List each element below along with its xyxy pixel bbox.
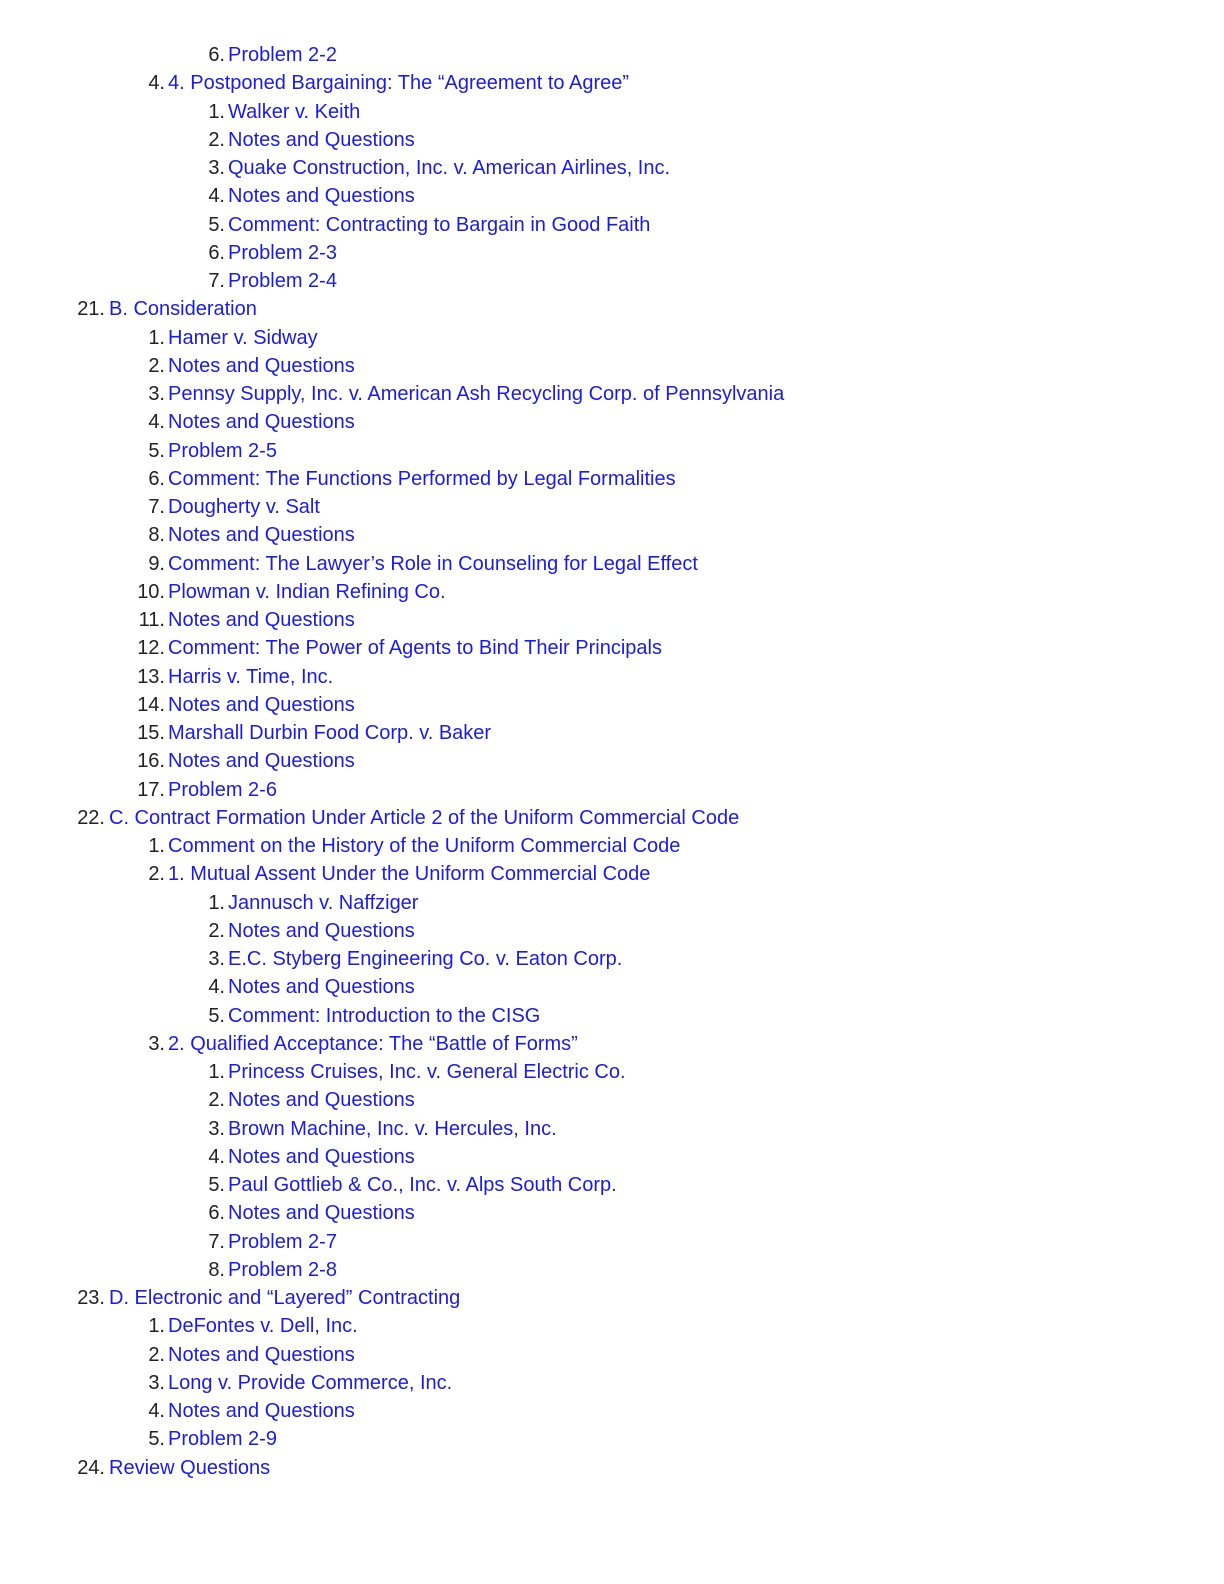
toc-entry-number: 5. bbox=[208, 1004, 225, 1027]
toc-entry-link[interactable]: 4. Postponed Bargaining: The “Agreement to Agree” bbox=[168, 72, 630, 95]
toc-entry bbox=[0, 182, 1224, 210]
toc-entry-link[interactable]: Pennsy Supply, Inc. v. American Ash Recycling Corp. of Pennsylvania bbox=[168, 383, 785, 405]
toc-entry bbox=[0, 550, 1224, 578]
toc-entry-link[interactable]: Jannusch v. Naffziger bbox=[228, 891, 419, 914]
toc-entry bbox=[0, 1228, 1224, 1256]
toc-entry-number: 2. bbox=[148, 354, 165, 377]
toc-entry-link[interactable]: Comment on the History of the Uniform Commercial Code bbox=[168, 835, 681, 857]
toc-entry-link[interactable]: 1. Mutual Assent Under the Uniform Commercial Code bbox=[168, 863, 651, 886]
toc-entry bbox=[0, 1341, 1224, 1369]
toc-entry-number: 4. bbox=[208, 976, 225, 999]
toc-entry bbox=[0, 1425, 1224, 1453]
toc-entry bbox=[0, 1256, 1224, 1284]
toc-entry bbox=[0, 1115, 1224, 1143]
toc-entry bbox=[0, 889, 1224, 917]
toc-entry-number: 15. bbox=[137, 722, 165, 744]
toc-entry bbox=[0, 1086, 1224, 1114]
toc-entry-link[interactable]: Princess Cruises, Inc. v. General Electric Co. bbox=[228, 1061, 626, 1083]
toc-entry bbox=[0, 945, 1224, 973]
toc-entry-number: 5. bbox=[148, 1428, 165, 1451]
toc-entry bbox=[0, 1454, 1224, 1482]
toc-entry-number: 6. bbox=[208, 241, 225, 264]
toc-entry-link[interactable]: Quake Construction, Inc. v. American Airlines, Inc. bbox=[228, 157, 671, 179]
toc-entry-number: 3. bbox=[148, 1371, 165, 1394]
toc-entry bbox=[0, 295, 1224, 323]
toc-entry-number: 7. bbox=[208, 270, 225, 292]
toc-entry-number: 2. bbox=[148, 1343, 165, 1366]
toc-entry bbox=[0, 1284, 1224, 1312]
toc-entry-number: 4. bbox=[148, 411, 165, 434]
toc-entry-link[interactable]: Notes and Questions bbox=[168, 524, 355, 547]
toc-entry bbox=[0, 408, 1224, 436]
toc-entry-number: 23. bbox=[77, 1287, 105, 1309]
toc-entry-link[interactable]: Comment: The Lawyer’s Role in Counseling for Legal Effect bbox=[168, 552, 698, 575]
table-of-contents bbox=[0, 41, 1224, 1482]
toc-entry-link[interactable]: Dougherty v. Salt bbox=[168, 496, 320, 518]
toc-entry-link[interactable]: Notes and Questions bbox=[228, 1202, 415, 1225]
toc-entry-number: 3. bbox=[148, 383, 165, 405]
toc-entry-number: 5. bbox=[208, 213, 225, 236]
toc-entry-link[interactable]: E.C. Styberg Engineering Co. v. Eaton Corp. bbox=[228, 948, 623, 970]
toc-entry bbox=[0, 1171, 1224, 1199]
toc-entry-link[interactable]: Notes and Questions bbox=[168, 1400, 355, 1422]
toc-entry-link[interactable]: Notes and Questions bbox=[228, 128, 415, 151]
toc-entry-link[interactable]: Problem 2-8 bbox=[228, 1258, 337, 1281]
toc-entry-link[interactable]: B. Consideration bbox=[109, 298, 257, 321]
toc-entry-number: 1. bbox=[208, 100, 225, 123]
toc-entry bbox=[0, 917, 1224, 945]
toc-entry-link[interactable]: Problem 2-3 bbox=[228, 241, 337, 264]
toc-entry-link[interactable]: Paul Gottlieb & Co., Inc. v. Alps South Corp. bbox=[228, 1174, 617, 1196]
toc-entry-link[interactable]: Marshall Durbin Food Corp. v. Baker bbox=[168, 722, 492, 744]
toc-entry-number: 10. bbox=[137, 580, 165, 603]
toc-entry-link[interactable]: Plowman v. Indian Refining Co. bbox=[168, 580, 446, 603]
toc-entry-number: 1. bbox=[148, 835, 165, 857]
toc-entry bbox=[0, 465, 1224, 493]
toc-entry-link[interactable]: Problem 2-5 bbox=[168, 439, 277, 462]
toc-entry-link[interactable]: Problem 2-6 bbox=[168, 778, 277, 801]
toc-entry bbox=[0, 98, 1224, 126]
toc-entry-number: 8. bbox=[208, 1258, 225, 1281]
toc-entry-number: 7. bbox=[208, 1230, 225, 1253]
toc-entry bbox=[0, 437, 1224, 465]
toc-entry-number: 4. bbox=[208, 1145, 225, 1168]
toc-entry bbox=[0, 69, 1224, 97]
toc-entry-link[interactable]: C. Contract Formation Under Article 2 of the Uniform Commercial Code bbox=[109, 806, 740, 829]
toc-entry-link[interactable]: Comment: Contracting to Bargain in Good Faith bbox=[228, 213, 651, 236]
toc-entry bbox=[0, 804, 1224, 832]
toc-entry-link[interactable]: Comment: Introduction to the CISG bbox=[228, 1004, 541, 1027]
toc-entry-link[interactable]: Review Questions bbox=[109, 1456, 271, 1479]
toc-entry-number: 12. bbox=[137, 637, 165, 660]
toc-entry bbox=[0, 1058, 1224, 1086]
toc-entry bbox=[0, 239, 1224, 267]
toc-entry-number: 3. bbox=[208, 948, 225, 970]
toc-entry-number: 3. bbox=[208, 157, 225, 179]
toc-entry-number: 24. bbox=[77, 1456, 105, 1479]
toc-entry-link[interactable]: Walker v. Keith bbox=[228, 100, 361, 123]
toc-entry-number: 2. bbox=[208, 1089, 225, 1112]
toc-entry-link[interactable]: Notes and Questions bbox=[168, 1343, 355, 1366]
toc-entry-number: 5. bbox=[208, 1174, 225, 1196]
toc-entry-link[interactable]: Problem 2-2 bbox=[228, 44, 337, 66]
toc-entry-number: 4. bbox=[208, 185, 225, 208]
toc-entry-number: 4. bbox=[148, 1400, 165, 1422]
toc-entry-number: 5. bbox=[148, 439, 165, 462]
toc-entry-link[interactable]: 2. Qualified Acceptance: The “Battle of Forms” bbox=[168, 1032, 578, 1055]
toc-entry bbox=[0, 380, 1224, 408]
toc-entry-number: 22. bbox=[77, 806, 105, 829]
toc-entry-number: 14. bbox=[137, 693, 165, 716]
toc-entry-number: 2. bbox=[208, 919, 225, 942]
toc-entry-number: 2. bbox=[208, 128, 225, 151]
toc-entry-number: 13. bbox=[137, 665, 165, 688]
toc-entry-number: 9. bbox=[148, 552, 165, 575]
toc-entry-number: 1. bbox=[148, 1315, 165, 1338]
toc-entry-number: 3. bbox=[148, 1032, 165, 1055]
toc-entry-link[interactable]: Notes and Questions bbox=[168, 750, 355, 773]
toc-entry-link[interactable]: Hamer v. Sidway bbox=[168, 326, 318, 349]
toc-entry-link[interactable]: Notes and Questions bbox=[168, 411, 355, 434]
toc-entry bbox=[0, 1369, 1224, 1397]
toc-entry bbox=[0, 719, 1224, 747]
toc-entry bbox=[0, 1312, 1224, 1340]
toc-entry bbox=[0, 776, 1224, 804]
toc-entry-link[interactable]: Comment: The Functions Performed by Legal Formalities bbox=[168, 467, 676, 490]
toc-entry bbox=[0, 41, 1224, 69]
toc-entry-number: 6. bbox=[208, 44, 225, 66]
toc-entry bbox=[0, 267, 1224, 295]
toc-entry-link[interactable]: Comment: The Power of Agents to Bind Their Principals bbox=[168, 637, 662, 660]
toc-entry-number: 21. bbox=[77, 298, 105, 321]
toc-entry bbox=[0, 1199, 1224, 1227]
toc-entry-link[interactable]: Problem 2-9 bbox=[168, 1428, 277, 1451]
toc-entry bbox=[0, 521, 1224, 549]
toc-entry-link[interactable]: Notes and Questions bbox=[228, 1145, 415, 1168]
toc-entry-number: 6. bbox=[208, 1202, 225, 1225]
toc-entry-link[interactable]: Notes and Questions bbox=[168, 693, 355, 716]
toc-entry-link[interactable]: Notes and Questions bbox=[228, 919, 415, 942]
toc-entry-link[interactable]: Notes and Questions bbox=[228, 976, 415, 999]
toc-entry bbox=[0, 747, 1224, 775]
toc-entry-number: 3. bbox=[208, 1117, 225, 1140]
toc-entry-link[interactable]: Notes and Questions bbox=[168, 609, 355, 631]
toc-entry bbox=[0, 973, 1224, 1001]
toc-entry-number: 4. bbox=[148, 72, 165, 95]
toc-entry bbox=[0, 860, 1224, 888]
toc-entry bbox=[0, 352, 1224, 380]
toc-entry-link[interactable]: D. Electronic and “Layered” Contracting bbox=[109, 1287, 461, 1309]
toc-entry bbox=[0, 1143, 1224, 1171]
toc-entry bbox=[0, 832, 1224, 860]
toc-entry-number: 2. bbox=[148, 863, 165, 886]
toc-entry-link[interactable]: Brown Machine, Inc. v. Hercules, Inc. bbox=[228, 1117, 557, 1140]
toc-entry-link[interactable]: Notes and Questions bbox=[228, 1089, 415, 1112]
toc-entry bbox=[0, 1397, 1224, 1425]
toc-entry-number: 6. bbox=[148, 467, 165, 490]
toc-entry bbox=[0, 634, 1224, 662]
toc-entry bbox=[0, 493, 1224, 521]
toc-entry-number: 7. bbox=[148, 496, 165, 518]
toc-entry bbox=[0, 211, 1224, 239]
toc-entry-link[interactable]: Problem 2-4 bbox=[228, 270, 337, 292]
toc-entry bbox=[0, 691, 1224, 719]
toc-entry bbox=[0, 663, 1224, 691]
toc-entry bbox=[0, 1030, 1224, 1058]
toc-entry bbox=[0, 154, 1224, 182]
toc-entry bbox=[0, 606, 1224, 634]
toc-entry-number: 1. bbox=[148, 326, 165, 349]
toc-entry-number: 16. bbox=[137, 750, 165, 773]
toc-entry-link[interactable]: DeFontes v. Dell, Inc. bbox=[168, 1315, 358, 1338]
toc-entry-link[interactable]: Notes and Questions bbox=[228, 185, 415, 208]
toc-entry-link[interactable]: Long v. Provide Commerce, Inc. bbox=[168, 1371, 453, 1394]
toc-entry-number: 11. bbox=[138, 609, 165, 631]
toc-entry bbox=[0, 578, 1224, 606]
toc-entry-number: 17. bbox=[137, 778, 165, 801]
toc-entry bbox=[0, 126, 1224, 154]
toc-entry-link[interactable]: Harris v. Time, Inc. bbox=[168, 665, 334, 688]
toc-entry-link[interactable]: Problem 2-7 bbox=[228, 1230, 337, 1253]
toc-entry-number: 1. bbox=[208, 1061, 225, 1083]
toc-entry bbox=[0, 1002, 1224, 1030]
toc-entry-number: 8. bbox=[148, 524, 165, 547]
toc-entry bbox=[0, 324, 1224, 352]
toc-entry-link[interactable]: Notes and Questions bbox=[168, 354, 355, 377]
toc-entry-number: 1. bbox=[208, 891, 225, 914]
